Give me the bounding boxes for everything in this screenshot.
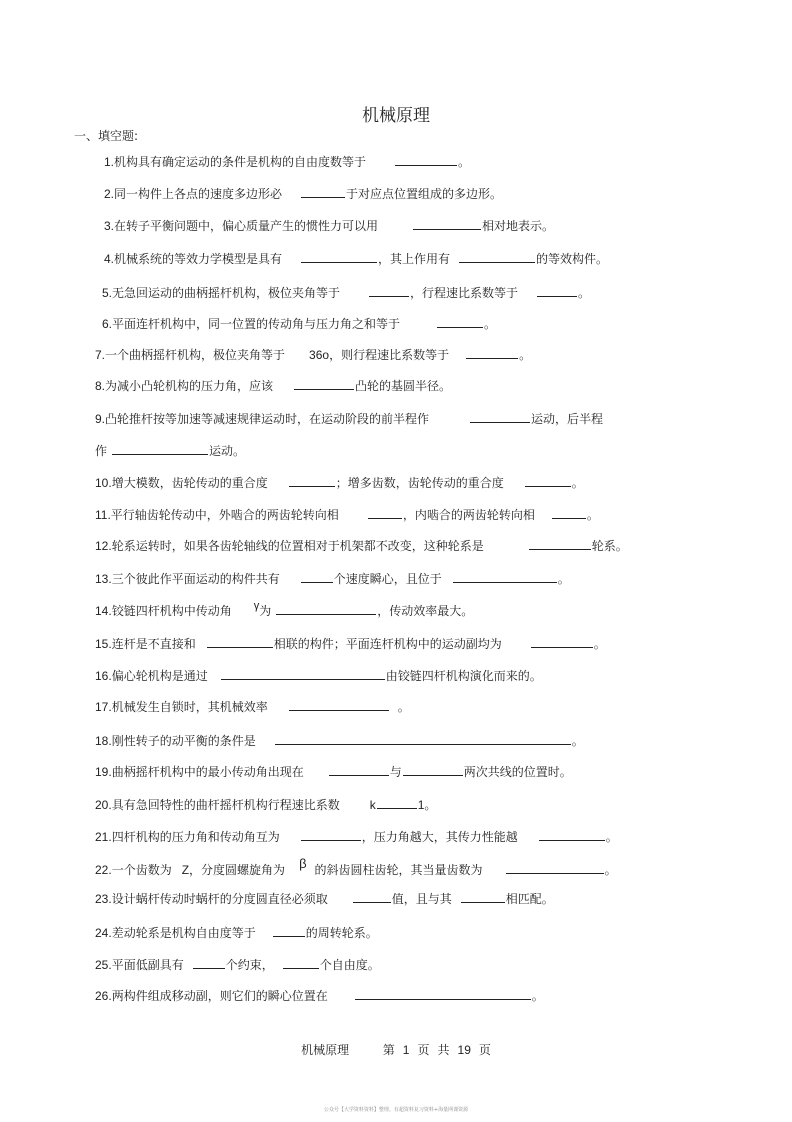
answer-blank[interactable] [329, 764, 389, 776]
answer-blank[interactable] [403, 764, 463, 776]
answer-blank[interactable] [453, 571, 557, 583]
footer-doc-name: 机械原理 [301, 1043, 350, 1057]
answer-blank[interactable] [537, 285, 577, 297]
answer-blank[interactable] [368, 507, 402, 519]
answer-blank[interactable] [529, 538, 591, 550]
page-number: 1 [402, 1043, 410, 1057]
watermark-text: 公众号【大学资料资料】整理。有超资料复习资料+海量网课资源 [323, 1107, 469, 1113]
answer-blank[interactable] [525, 475, 571, 487]
page-title: 机械原理 [362, 106, 430, 126]
question-14: 14.铰链四杆机构中传动角 γ为 ，传动效率最大。 [95, 600, 474, 618]
question-18: 18.刚性转子的动平衡的条件是 。 [95, 734, 584, 748]
question-26: 26.两构件组成移动副，则它们的瞬心位置在 。 [95, 989, 544, 1003]
answer-blank[interactable] [461, 891, 505, 903]
answer-blank[interactable] [552, 507, 586, 519]
answer-blank[interactable] [276, 603, 376, 615]
question-11: 11.平行轴齿轮传动中，外啮合的两齿轮转向相 ，内啮合的两齿轮转向相 。 [95, 508, 599, 522]
answer-blank[interactable] [289, 475, 335, 487]
answer-blank[interactable] [437, 316, 483, 328]
angle-value: 36o [309, 348, 330, 362]
question-3: 3.在转子平衡问题中，偏心质量产生的惯性力可以用 相对地表示。 [104, 219, 555, 233]
answer-blank[interactable] [301, 571, 333, 583]
question-number: 1. [104, 155, 115, 169]
answer-blank[interactable] [301, 251, 377, 263]
answer-blank[interactable] [275, 733, 571, 745]
question-4: 4.机械系统的等效力学模型是具有 ，其上作用有 的等效构件。 [104, 252, 609, 266]
answer-blank[interactable] [470, 411, 530, 423]
answer-blank[interactable] [294, 378, 354, 390]
answer-blank[interactable] [531, 636, 593, 648]
question-8: 8.为减小凸轮机构的压力角，应该 凸轮的基圆半径。 [95, 379, 452, 393]
question-23: 23.设计蜗杆传动时蜗杆的分度圆直径必须取 值，且与其 相匹配。 [95, 892, 554, 906]
gamma-symbol: γ [253, 600, 260, 612]
question-7: 7.一个曲柄摇杆机构，极位夹角等于 36o，则行程速比系数等于 。 [95, 348, 532, 362]
total-pages: 19 [457, 1043, 471, 1057]
answer-blank[interactable] [207, 636, 273, 648]
question-15: 15.连杆是不直接和 相联的构件；平面连杆机构中的运动副均为 。 [95, 637, 606, 651]
page-footer: 机械原理 第 1 页 共 19 页 [301, 1043, 491, 1057]
question-25: 25.平面低副具有 个约束， 个自由度。 [95, 958, 380, 972]
question-19: 19.曲柄摇杆机构中的最小传动角出现在 与 两次共线的位置时。 [95, 765, 572, 779]
answer-blank[interactable] [353, 891, 391, 903]
answer-blank[interactable] [283, 957, 319, 969]
question-13: 13.三个彼此作平面运动的构件共有 个速度瞬心，且位于 。 [95, 572, 570, 586]
question-10: 10.增大模数，齿轮传动的重合度 ；增多齿数，齿轮传动的重合度 。 [95, 476, 584, 490]
question-1: 1.机构具有确定运动的条件是机构的自由度数等于 。 [104, 155, 471, 169]
z-symbol: Z [181, 863, 190, 877]
answer-blank[interactable] [289, 699, 389, 711]
answer-blank[interactable] [377, 797, 417, 809]
answer-blank[interactable] [301, 829, 361, 841]
question-24: 24.差动轮系是机构自由度等于 的周转轮系。 [95, 926, 378, 940]
question-12: 12.轮系运转时，如果各齿轮轴线的位置相对于机架都不改变，这种轮系是 轮系。 [95, 539, 628, 553]
question-21: 21.四杆机构的压力角和传动角互为 ，压力角越大，其传力性能越 。 [95, 830, 618, 844]
answer-blank[interactable] [539, 829, 605, 841]
question-22: 22.一个齿数为 Z，分度圆螺旋角为 β 的斜齿圆柱齿轮，其当量齿数为 。 [95, 856, 617, 877]
question-17: 17.机械发生自锁时，其机械效率 。 [95, 700, 410, 714]
question-16: 16.偏心轮机构是通过 由铰链四杆机构演化而来的。 [95, 669, 542, 683]
answer-blank[interactable] [193, 957, 225, 969]
answer-blank[interactable] [301, 186, 345, 198]
question-2: 2.同一构件上各点的速度多边形必 于对应点位置组成的多边形。 [104, 187, 503, 201]
answer-blank[interactable] [112, 443, 208, 455]
question-9: 9.凸轮推杆按等加速等减速规律运动时，在运动阶段的前半程作 运动，后半程 [95, 412, 604, 426]
question-6: 6.平面连杆机构中，同一位置的传动角与压力角之和等于 。 [102, 317, 497, 331]
answer-blank[interactable] [369, 285, 409, 297]
k-symbol: k [369, 798, 376, 812]
question-20: 20.具有急回特性的曲杆摇杆机构行程速比系数 k 1。 [95, 798, 437, 812]
answer-blank[interactable] [506, 862, 604, 874]
answer-blank[interactable] [459, 251, 535, 263]
beta-symbol: β [299, 856, 307, 871]
answer-blank[interactable] [273, 925, 305, 937]
answer-blank[interactable] [466, 347, 518, 359]
question-5: 5.无急回运动的曲柄摇杆机构，极位夹角等于 ，行程速比系数等于 。 [102, 286, 591, 300]
answer-blank[interactable] [413, 218, 481, 230]
section-heading: 一、填空题: [74, 129, 139, 143]
answer-blank[interactable] [395, 154, 457, 166]
question-9-continued: 作 运动。 [95, 444, 246, 458]
answer-blank[interactable] [221, 668, 385, 680]
answer-blank[interactable] [355, 988, 531, 1000]
